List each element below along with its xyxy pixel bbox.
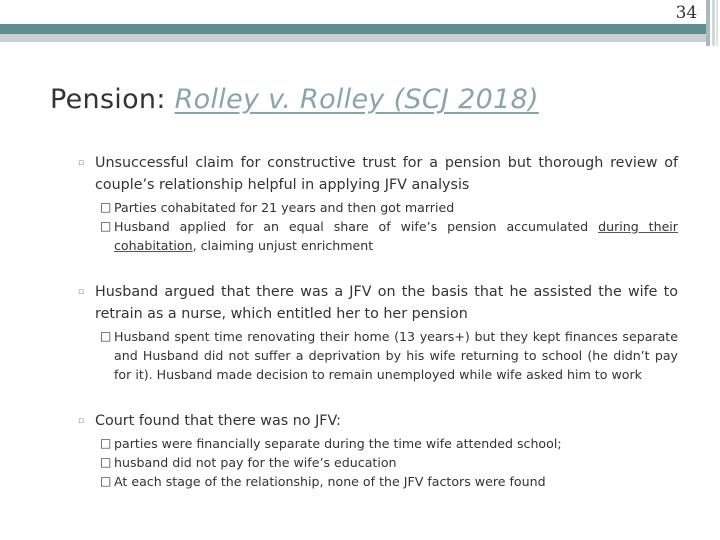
text-segment: Husband applied for an equal share of wife’s pension accumulated <box>114 219 599 234</box>
sub-bullet <box>100 472 678 491</box>
sub-bullet <box>100 217 678 255</box>
header-band <box>0 0 720 24</box>
square-bullet-icon: ▫ <box>78 158 85 168</box>
slide-content <box>78 152 678 491</box>
sub-bullet-text: At each stage of the relationship, none of the JFV factors were found <box>114 474 546 489</box>
sub-bullet-text: Husband spent time renovating their home (13 years+) but they kept finances separate and Husband did not suffer a deprivation by his wife returning to school (he didn’t pay for it). Husband made decision to remain unemployed while wife asked him to work <box>114 329 678 382</box>
sub-bullet-list <box>100 198 678 255</box>
checkbox-bullet-icon: □ <box>100 436 112 450</box>
checkbox-bullet-icon: □ <box>100 200 112 214</box>
slide-title <box>50 84 539 115</box>
checkbox-bullet-icon: □ <box>100 474 112 488</box>
sub-bullet <box>100 327 678 384</box>
checkbox-bullet-icon: □ <box>100 219 112 233</box>
bullet-text: Unsuccessful claim for constructive trust for a pension but thorough review of couple’s relationship helpful in applying JFV analysis <box>95 155 678 193</box>
right-edge-decoration <box>712 0 715 46</box>
case-citation-link[interactable]: Rolley v. Rolley (SCJ 2018) <box>174 84 539 115</box>
bullet-point <box>78 281 678 325</box>
underlined-emphasis: during their cohabitation <box>114 219 678 253</box>
sub-bullet-text <box>114 217 678 255</box>
sub-bullet-list <box>100 434 678 491</box>
title-prefix: Pension: <box>50 84 175 115</box>
sub-bullet <box>100 198 678 217</box>
bullet-text: Husband argued that there was a JFV on the basis that he assisted the wife to retrain as a nurse, which entitled her to her pension <box>95 284 678 322</box>
bullet-text: Court found that there was no JFV: <box>95 413 341 429</box>
header-accent-bar <box>0 24 707 34</box>
checkbox-bullet-icon: □ <box>100 455 112 469</box>
sub-bullet-text: Parties cohabitated for 21 years and then got married <box>114 200 455 215</box>
bullet-point <box>78 410 678 432</box>
sub-bullet <box>100 434 678 453</box>
checkbox-bullet-icon: □ <box>100 329 112 343</box>
sub-bullet-text: parties were financially separate during the time wife attended school; <box>114 436 562 451</box>
right-edge-decoration <box>706 0 710 46</box>
header-shadow-bar <box>0 34 707 42</box>
sub-bullet-list <box>100 327 678 384</box>
sub-bullet-text: husband did not pay for the wife’s education <box>114 455 397 470</box>
square-bullet-icon: ▫ <box>78 416 85 426</box>
text-segment: , claiming unjust enrichment <box>192 238 374 253</box>
bullet-point <box>78 152 678 196</box>
slide-number: 34 <box>675 3 698 23</box>
right-edge-decoration <box>716 0 718 46</box>
sub-bullet <box>100 453 678 472</box>
square-bullet-icon: ▫ <box>78 287 85 297</box>
